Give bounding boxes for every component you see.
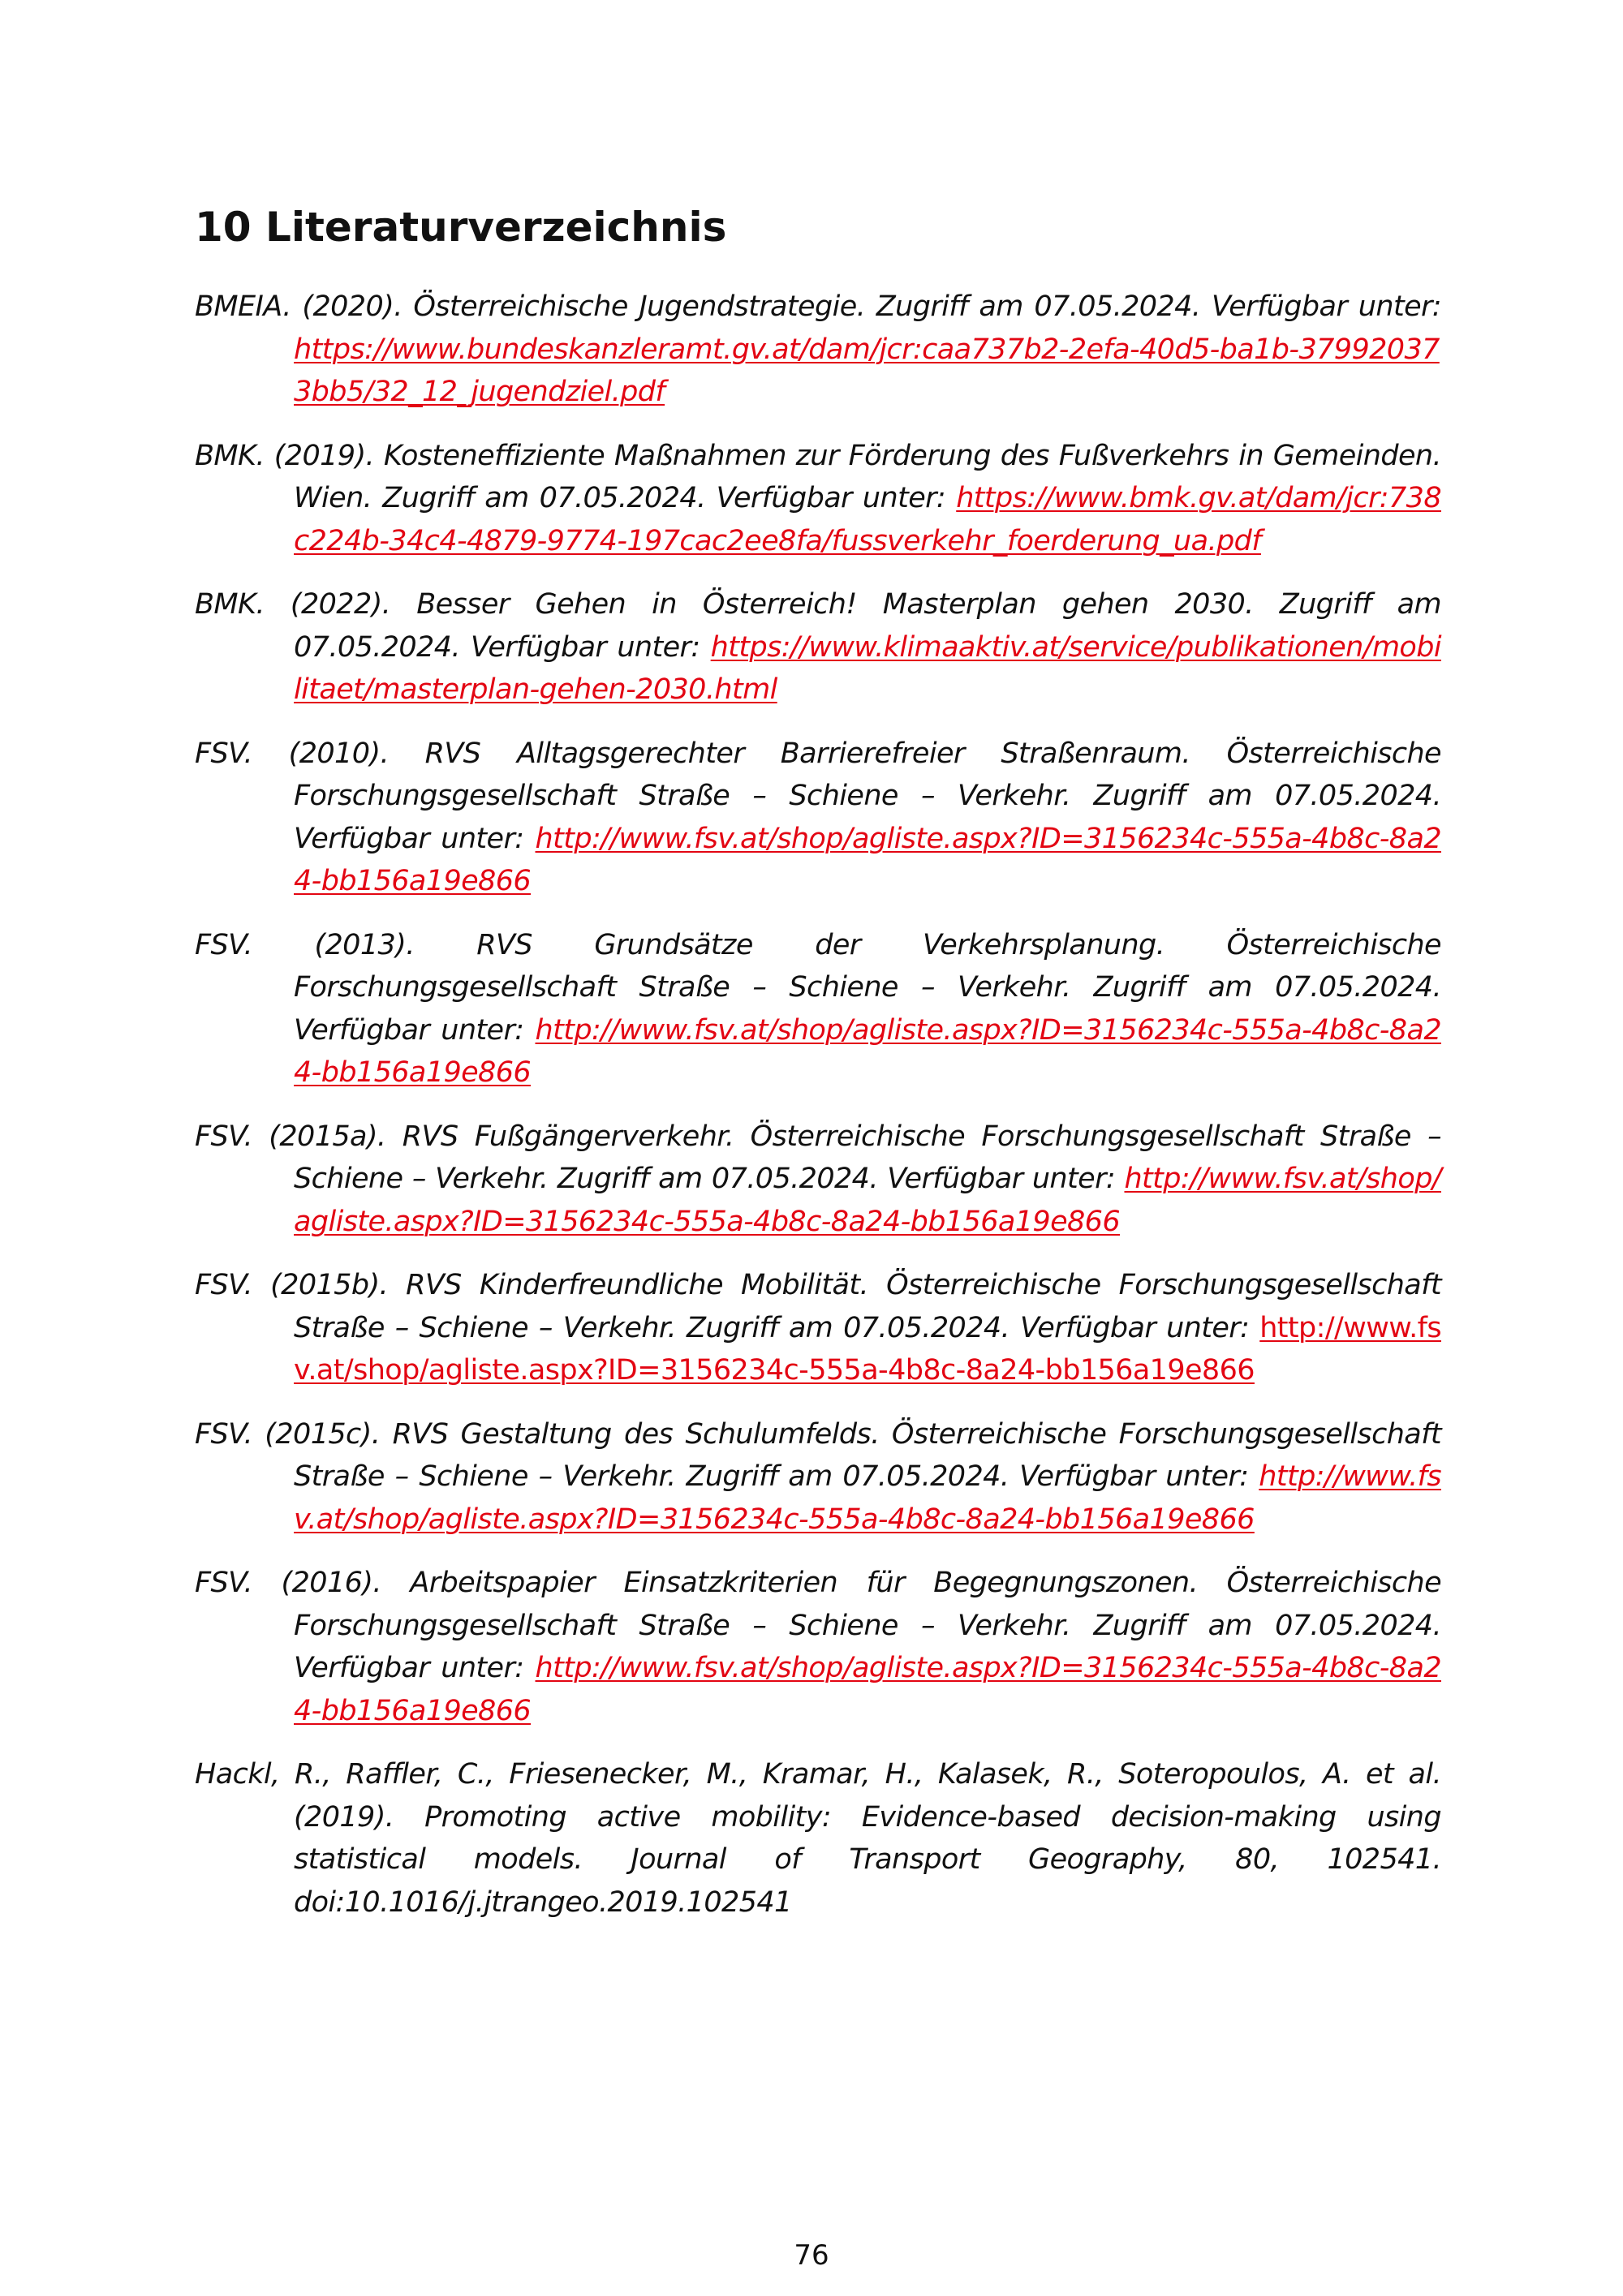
reference-entry [195,1116,1441,1244]
reference-text: FSV. (2010). RVS Alltagsgerechter Barrierefreier Straßenraum. Österreichische Forschungsgesellschaft Straße – Schiene – Verkehr. Zugriff am 07.05.2024. Verfügbar unter: [195,737,1441,855]
reference-text: FSV. (2015a). RVS Fußgängerverkehr. Österreichische Forschungsgesellschaft Straße – Schiene – Verkehr. Zugriff am 07.05.2024. Verfügbar unter: [195,1120,1441,1195]
reference-entry [195,286,1441,414]
reference-link[interactable]: https://www.bundeskanzleramt.gv.at/dam/jcr:caa737b2-2efa-40d5-ba1b-379920373bb5/32_12_jugendziel.pdf [294,333,1440,408]
reference-link[interactable]: http://www.fsv.at/shop/agliste.aspx?ID=3156234c-555a-4b8c-8a24-bb156a19e866 [294,1311,1441,1387]
bibliography-list [195,286,1441,1945]
reference-link[interactable]: http://www.fsv.at/shop/agliste.aspx?ID=3156234c-555a-4b8c-8a24-bb156a19e866 [294,1652,1441,1727]
reference-entry [195,733,1441,903]
reference-entry [195,1753,1441,1924]
reference-link[interactable]: http://www.fsv.at/shop/agliste.aspx?ID=3156234c-555a-4b8c-8a24-bb156a19e866 [294,1163,1441,1238]
reference-entry [195,583,1441,712]
reference-text: BMK. (2022). Besser Gehen in Österreich! Masterplan gehen 2030. Zugriff am 07.05.2024. Verfügbar unter: [195,588,1441,664]
page-number: 76 [794,2239,829,2272]
reference-text: BMEIA. (2020). Österreichische Jugendstrategie. Zugriff am 07.05.2024. Verfügbar unter: [195,290,1441,323]
reference-link[interactable]: http://www.fsv.at/shop/agliste.aspx?ID=3156234c-555a-4b8c-8a24-bb156a19e866 [294,822,1441,897]
reference-entry [195,1413,1441,1541]
reference-text: FSV. (2015c). RVS Gestaltung des Schulumfelds. Österreichische Forschungsgesellschaft Straße – Schiene – Verkehr. Zugriff am 07.05.2024. Verfügbar unter: [195,1417,1441,1493]
reference-text: FSV. (2013). RVS Grundsätze der Verkehrsplanung. Österreichische Forschungsgesellschaft Straße – Schiene – Verkehr. Zugriff am 07.05.2024. Verfügbar unter: [195,928,1441,1047]
reference-link[interactable]: http://www.fsv.at/shop/agliste.aspx?ID=3156234c-555a-4b8c-8a24-bb156a19e866 [294,1460,1441,1536]
reference-entry [195,1264,1441,1392]
reference-entry [195,435,1441,563]
page-title: 10 Literaturverzeichnis [195,204,727,251]
reference-text: FSV. (2016). Arbeitspapier Einsatzkriterien für Begegnungszonen. Österreichische Forschungsgesellschaft Straße – Schiene – Verkehr. Zugriff am 07.05.2024. Verfügbar unter: [195,1567,1441,1684]
reference-link[interactable]: http://www.fsv.at/shop/agliste.aspx?ID=3156234c-555a-4b8c-8a24-bb156a19e866 [294,1013,1441,1089]
reference-entry [195,924,1441,1094]
reference-text: FSV. (2015b). RVS Kinderfreundliche Mobilität. Österreichische Forschungsgesellschaft Straße – Schiene – Verkehr. Zugriff am 07.05.2024. Verfügbar unter: [195,1269,1441,1344]
reference-text: Hackl, R., Raffler, C., Friesenecker, M., Kramar, H., Kalasek, R., Soteropoulos, A. et al. (2019). Promoting active mobility: Evidence-based decision-making using statistical models. Journal of Transport Geography, 80, 102541. doi:10.1016/j.jtrangeo.2019.102541 [195,1758,1441,1919]
reference-entry [195,1562,1441,1732]
reference-link[interactable]: https://www.klimaaktiv.at/service/publikationen/mobilitaet/masterplan-gehen-2030.html [294,630,1441,706]
reference-text: BMK. (2019). Kosteneffiziente Maßnahmen zur Förderung des Fußverkehrs in Gemeinden. Wien. Zugriff am 07.05.2024. Verfügbar unter: [195,439,1441,514]
reference-link[interactable]: https://www.bmk.gv.at/dam/jcr:738c224b-34c4-4879-9774-197cac2ee8fa/fussverkehr_foerderung_ua.pdf [294,482,1441,557]
